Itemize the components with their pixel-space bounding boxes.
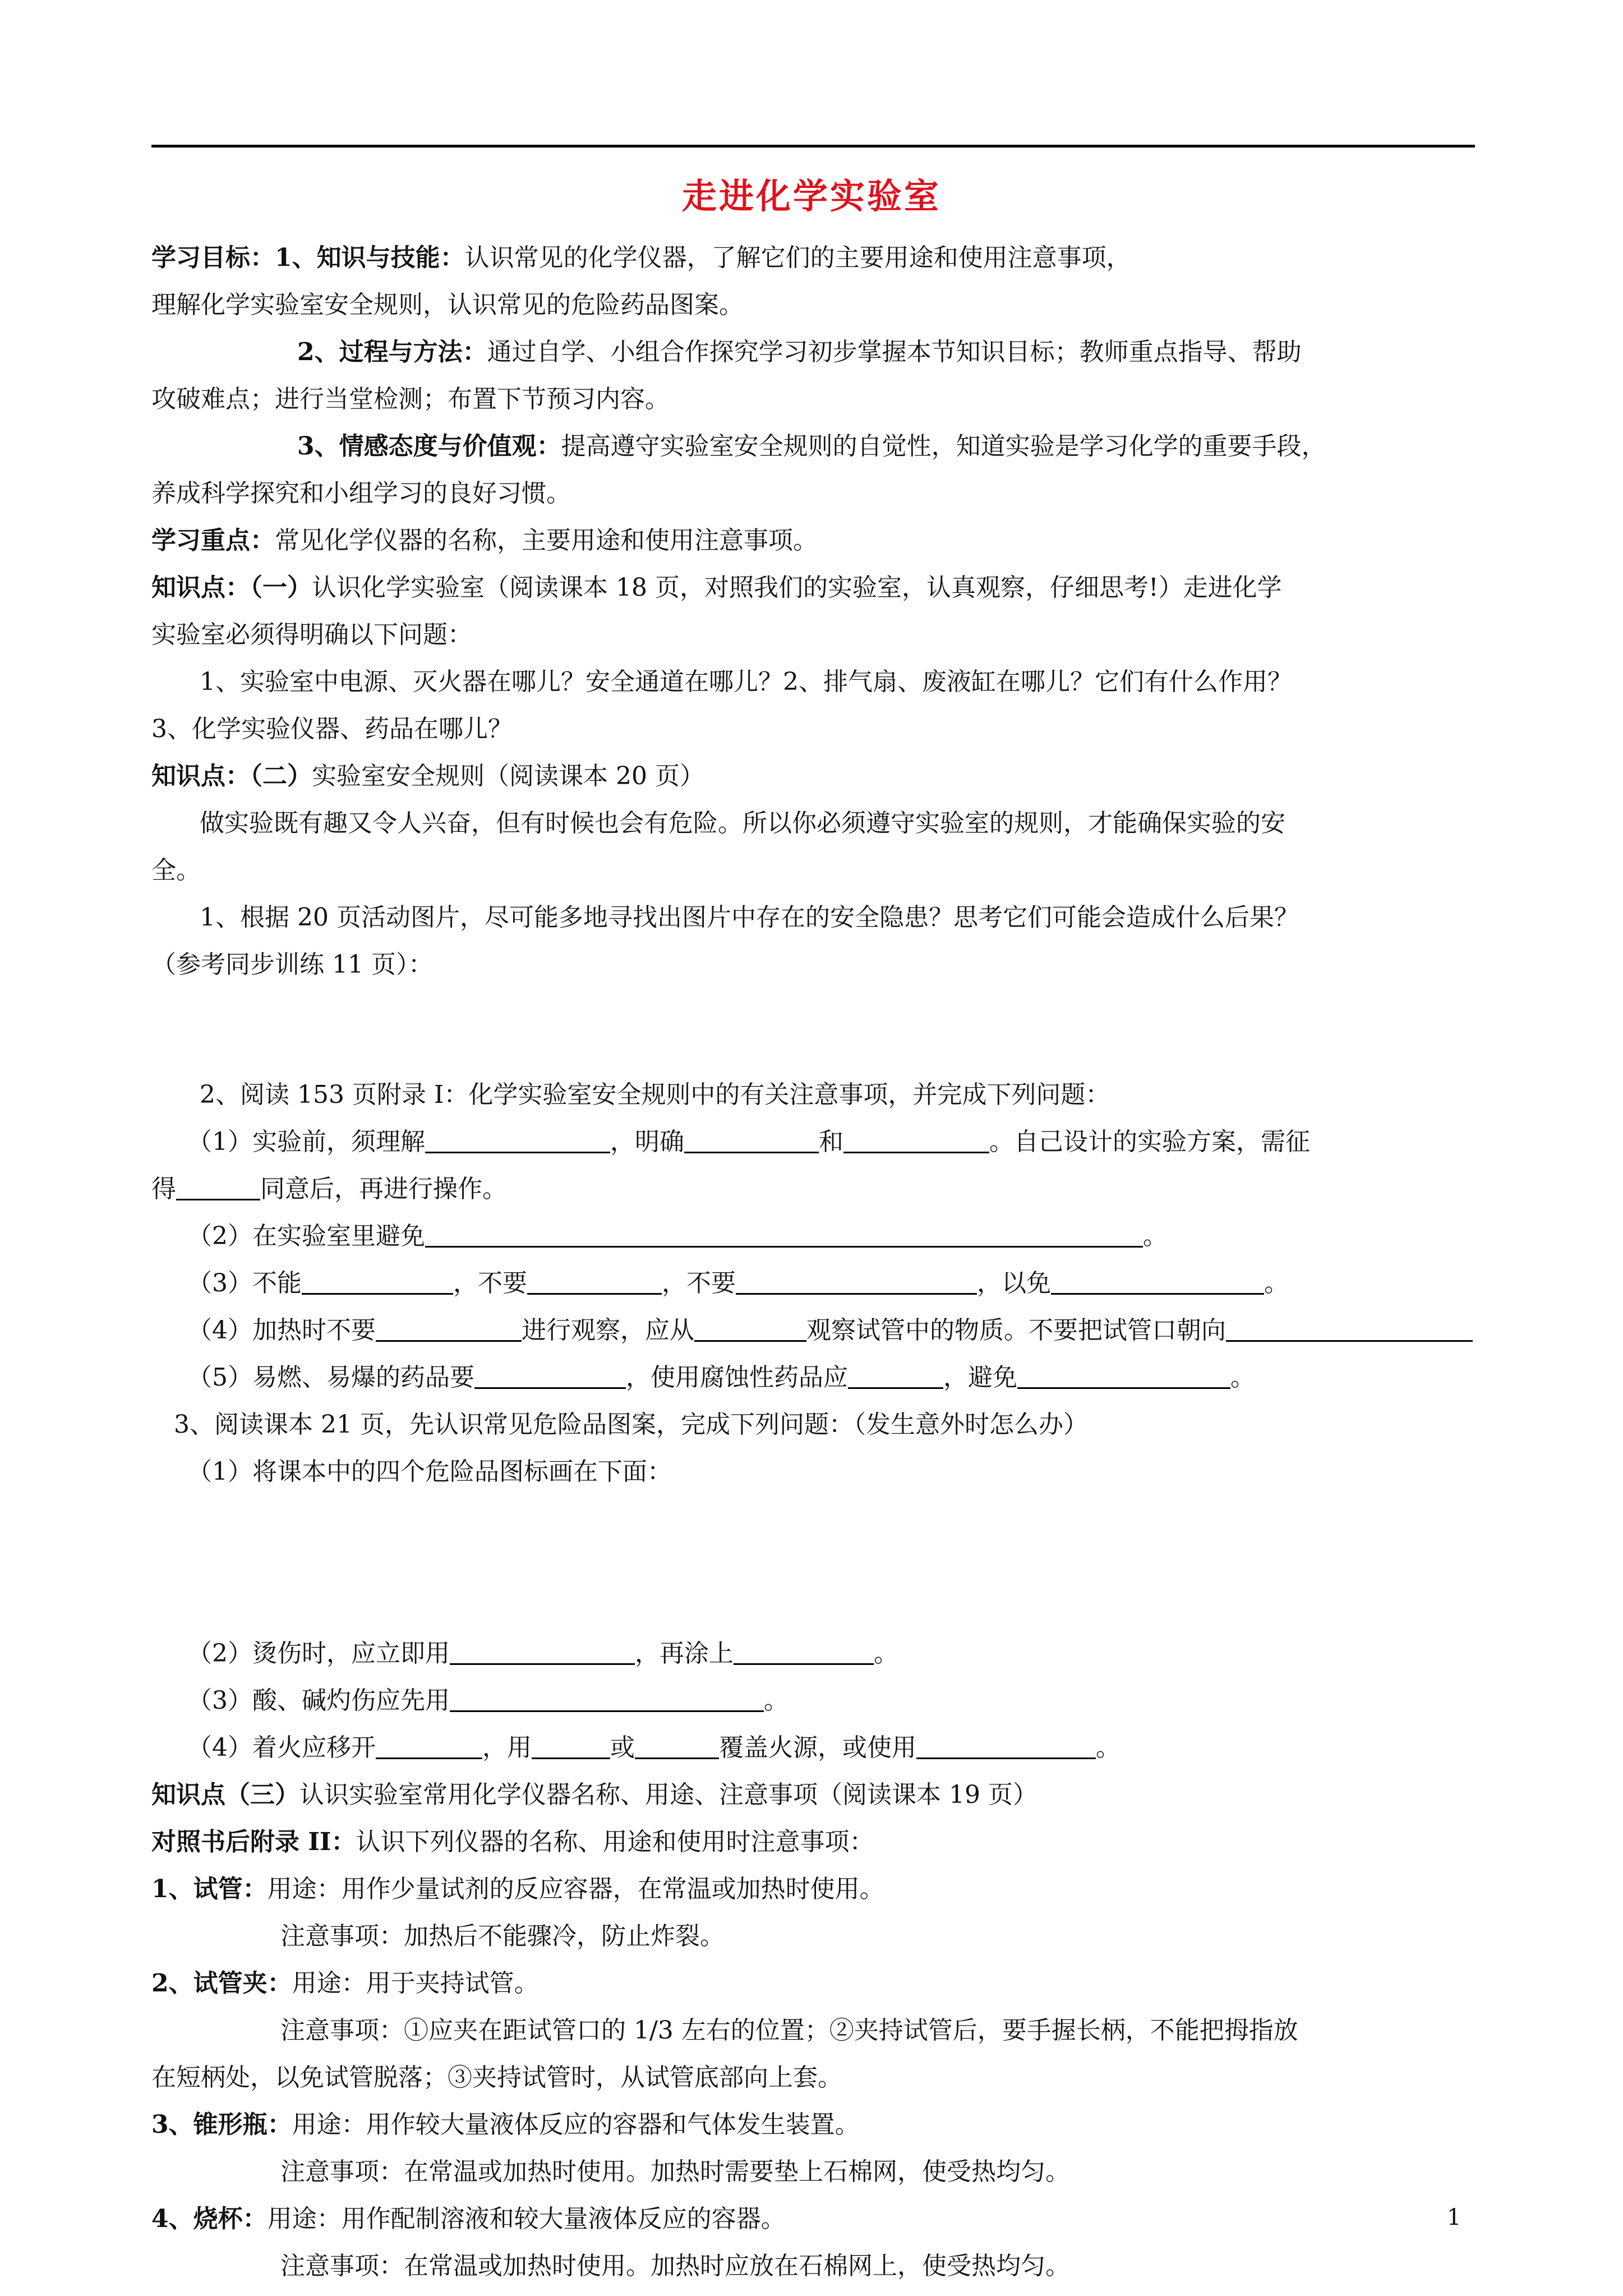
rule-5-text-c: ，避免 xyxy=(943,1363,1017,1392)
task-4-text-d: 覆盖火源，或使用 xyxy=(719,1733,916,1762)
rule-4-text-c: 观察试管中的物质。不要把试管口朝向 xyxy=(806,1316,1226,1345)
kp1-question-2: 3、化学实验仪器、药品在哪儿？ xyxy=(151,715,513,743)
focus-line xyxy=(151,517,1475,564)
rule-3-text-c: ，不要 xyxy=(662,1269,736,1297)
goals-line-4: 攻破难点；进行当堂检测；布置下节预习内容。 xyxy=(151,385,670,413)
rule-3 xyxy=(151,1260,1475,1307)
rule-2-text-a: （2）在实验室里避免 xyxy=(187,1222,425,1250)
task-4-text-a: （4）着火应移开 xyxy=(187,1733,376,1762)
blank-field[interactable] xyxy=(176,1173,260,1200)
rule-3-text-b: ，不要 xyxy=(453,1269,527,1297)
hazard-task-2 xyxy=(151,1630,1475,1677)
blank-field[interactable] xyxy=(694,1314,806,1342)
rule-4-text-a: （4）加热时不要 xyxy=(187,1316,376,1345)
rule-2 xyxy=(151,1213,1475,1260)
kp2-question-3: 3、阅读课本 21 页，先认识常见危险品图案，完成下列问题：（发生意外时怎么办） xyxy=(174,1410,1088,1439)
instrument-3-use xyxy=(151,2101,1475,2148)
rule-5 xyxy=(151,1354,1475,1401)
rule-5-text-b: ，使用腐蚀性药品应 xyxy=(626,1363,848,1392)
rule-1-text-e: 得 xyxy=(151,1175,176,1203)
rule-5-text-d: 。 xyxy=(1230,1363,1255,1392)
blank-field[interactable] xyxy=(848,1361,943,1389)
kp1-label: 知识点：（一） xyxy=(151,573,312,602)
rule-1-text-d: 。自己设计的实验方案，需征 xyxy=(989,1128,1310,1156)
task-4-text-c: 或 xyxy=(610,1733,635,1762)
blank-field[interactable] xyxy=(376,1732,482,1759)
instrument-use: 用途：用作少量试剂的反应容器，在常温或加热时使用。 xyxy=(267,1875,884,1903)
blank-field[interactable] xyxy=(843,1126,989,1153)
goals-label: 学习目标： xyxy=(151,243,275,272)
kp2-question-2: 2、阅读 153 页附录 I：化学实验室安全规则中的有关注意事项，并完成下列问题： xyxy=(200,1080,1110,1109)
task-2-text-a: （2）烫伤时，应立即用 xyxy=(187,1639,450,1668)
hazard-task-3 xyxy=(151,1677,1475,1724)
goals-line-2: 理解化学实验室安全规则，认识常见的危险药品图案。 xyxy=(151,291,744,319)
kp1-line-1 xyxy=(151,564,1475,611)
instrument-4-use xyxy=(151,2196,1475,2243)
kp3-text: 认识实验室常用化学仪器名称、用途、注意事项（阅读课本 19 页） xyxy=(299,1780,1038,1809)
blank-field[interactable] xyxy=(450,1637,635,1665)
page-title: 走进化学实验室 xyxy=(681,176,941,217)
instrument-use: 用途：用于夹持试管。 xyxy=(292,1969,539,1998)
instrument-name: 1、试管： xyxy=(151,1875,268,1903)
kp2-line-1 xyxy=(151,753,1475,800)
rule-3-text-e: 。 xyxy=(1264,1269,1289,1297)
rule-1-text-f: 同意后，再进行操作。 xyxy=(260,1175,507,1203)
blank-field[interactable] xyxy=(376,1314,522,1342)
page-number: 1 xyxy=(1447,2205,1461,2230)
blank-field[interactable] xyxy=(734,1637,874,1665)
task-3-text-a: （3）酸、碱灼伤应先用 xyxy=(187,1686,450,1715)
instrument-2-note: 注意事项：①应夹在距试管口的 1/3 左右的位置；②夹持试管后，要手握长柄，不能把拇指放 xyxy=(280,2016,1298,2045)
appendix-line xyxy=(151,1819,1475,1866)
focus-text: 常见化学仪器的名称，主要用途和使用注意事项。 xyxy=(275,526,818,555)
rule-4-text-b: 进行观察，应从 xyxy=(522,1316,694,1345)
appendix-text: 认识下列仪器的名称、用途和使用时注意事项： xyxy=(356,1828,874,1856)
blank-field[interactable] xyxy=(1226,1314,1473,1342)
focus-label: 学习重点： xyxy=(151,526,275,555)
hazard-task-1: （1）将课本中的四个危险品图标画在下面： xyxy=(187,1457,672,1486)
answer-space xyxy=(151,988,1475,1071)
rule-1-cont xyxy=(151,1166,1475,1213)
task-3-text-b: 。 xyxy=(764,1686,789,1715)
blank-field[interactable] xyxy=(532,1732,610,1759)
rule-3-text-a: （3）不能 xyxy=(187,1269,302,1297)
kp2-question-1: 1、根据 20 页活动图片，尽可能多地寻找出图片中存在的安全隐患？思考它们可能会造成什么后果？ xyxy=(200,903,1299,932)
goal-3-text: 提高遵守实验室安全规则的自觉性，知道实验是学习化学的重要手段， xyxy=(561,432,1326,461)
rule-5-text-a: （5）易燃、易爆的药品要 xyxy=(187,1363,474,1392)
task-4-text-e: 。 xyxy=(1096,1733,1121,1762)
kp2-question-1b: （参考同步训练 11 页）： xyxy=(151,950,433,979)
blank-field[interactable] xyxy=(916,1732,1096,1759)
rule-1-text-b: ，明确 xyxy=(610,1128,684,1156)
rule-4 xyxy=(151,1307,1475,1354)
task-2-text-b: ，再涂上 xyxy=(635,1639,734,1668)
goal-2-label: 2、过程与方法： xyxy=(297,338,487,366)
blank-field[interactable] xyxy=(635,1732,719,1759)
kp2-intro: 做实验既有趣又令人兴奋，但有时候也会有危险。所以你必须遵守实验室的规则，才能确保实验的安 xyxy=(200,809,1285,838)
instrument-use: 用途：用作较大量液体反应的容器和气体发生装置。 xyxy=(292,2110,860,2139)
instrument-4-note: 注意事项：在常温或加热时使用。加热时应放在石棉网上，使受热均匀。 xyxy=(280,2252,1070,2280)
blank-field[interactable] xyxy=(474,1361,626,1389)
kp2-text: 实验室安全规则（阅读课本 20 页） xyxy=(312,762,704,790)
appendix-label: 对照书后附录 II： xyxy=(151,1828,356,1856)
goal-3-label: 3、情感态度与价值观： xyxy=(297,432,561,461)
blank-field[interactable] xyxy=(425,1126,610,1153)
blank-field[interactable] xyxy=(684,1126,819,1153)
rule-2-text-b: 。 xyxy=(1143,1222,1168,1250)
task-4-text-b: ，用 xyxy=(482,1733,532,1762)
instrument-1-use xyxy=(151,1866,1475,1913)
rule-3-text-d: ，以免 xyxy=(977,1269,1051,1297)
drawing-space xyxy=(151,1496,1475,1630)
rule-1-text-a: （1）实验前，须理解 xyxy=(187,1128,425,1156)
header-rule xyxy=(151,145,1475,148)
blank-field[interactable] xyxy=(527,1267,662,1295)
hazard-task-4 xyxy=(151,1724,1475,1772)
blank-field[interactable] xyxy=(302,1267,453,1295)
kp1-question-1: 1、实验室中电源、灭火器在哪儿？安全通道在哪儿？2、排气扇、废液缸在哪儿？它们有什么作用？ xyxy=(200,668,1292,696)
goals-line-5 xyxy=(151,423,1475,470)
blank-field[interactable] xyxy=(450,1685,764,1712)
goals-line-1 xyxy=(151,234,1475,282)
rule-1 xyxy=(151,1119,1475,1166)
goal-1-text: 认识常见的化学仪器，了解它们的主要用途和使用注意事项， xyxy=(464,243,1131,272)
kp3-line-1 xyxy=(151,1772,1475,1819)
instrument-2-use xyxy=(151,1960,1475,2007)
blank-field[interactable] xyxy=(736,1267,977,1295)
kp1-line-2: 实验室必须得明确以下问题： xyxy=(151,620,472,649)
kp2-intro-2: 全。 xyxy=(151,856,201,885)
kp2-label: 知识点：（二） xyxy=(151,762,312,790)
goals-line-3 xyxy=(151,329,1475,376)
rule-1-text-c: 和 xyxy=(819,1128,843,1156)
instrument-2-note-cont: 在短柄处，以免试管脱落；③夹持试管时，从试管底部向上套。 xyxy=(151,2063,842,2092)
blank-field[interactable] xyxy=(425,1220,1143,1248)
instrument-1-note: 注意事项：加热后不能骤冷，防止炸裂。 xyxy=(280,1922,725,1950)
instrument-name: 2、试管夹： xyxy=(151,1969,292,1998)
kp1-text: 认识化学实验室（阅读课本 18 页，对照我们的实验室，认真观察，仔细思考!）走进化学 xyxy=(312,573,1282,602)
goals-line-6: 养成科学探究和小组学习的良好习惯。 xyxy=(151,479,571,508)
goal-2-text: 通过自学、小组合作探究学习初步掌握本节知识目标；教师重点指导、帮助 xyxy=(487,338,1302,366)
instrument-name: 3、锥形瓶： xyxy=(151,2110,292,2139)
instrument-use: 用途：用作配制溶液和较大量液体反应的容器。 xyxy=(267,2205,786,2233)
document-body xyxy=(151,234,1475,2290)
blank-field[interactable] xyxy=(1017,1361,1230,1389)
instrument-3-note: 注意事项：在常温或加热时使用。加热时需要垫上石棉网，使受热均匀。 xyxy=(280,2157,1070,2186)
task-2-text-c: 。 xyxy=(874,1639,898,1668)
kp3-label: 知识点（三） xyxy=(151,1780,299,1809)
goal-1-label: 1、知识与技能： xyxy=(275,243,465,272)
instrument-name: 4、烧杯： xyxy=(151,2205,268,2233)
blank-field[interactable] xyxy=(1051,1267,1264,1295)
